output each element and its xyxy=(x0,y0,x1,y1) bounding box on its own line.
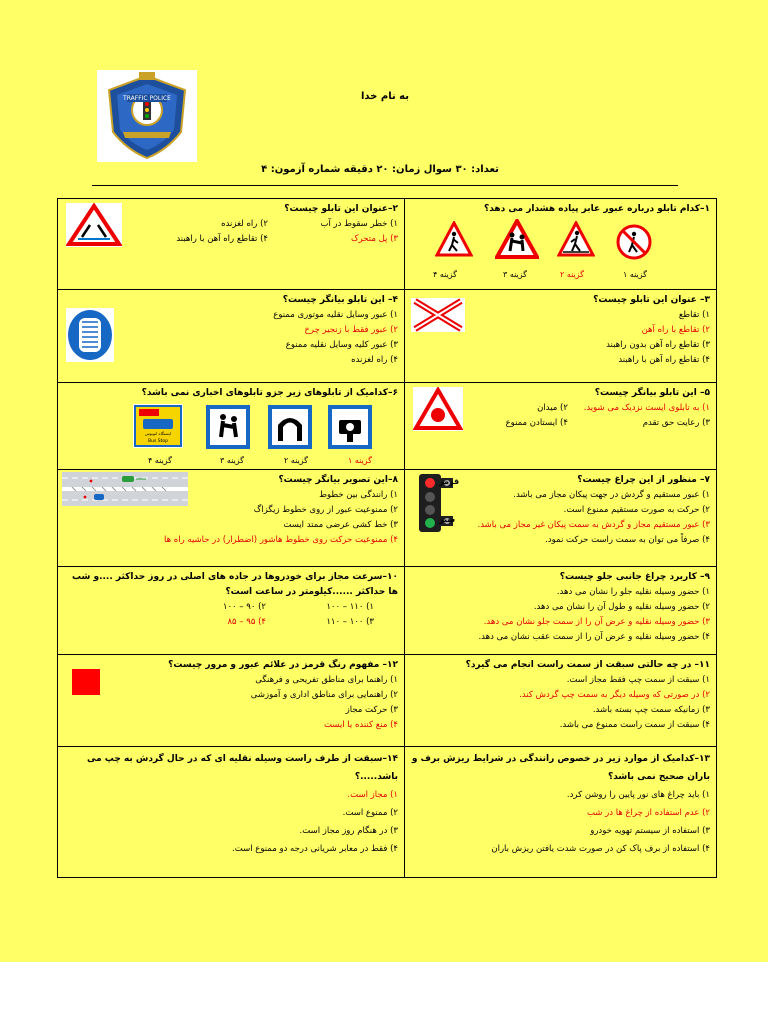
q6-label-4: گزینه ۴ xyxy=(148,456,172,465)
q12-option-1[interactable]: ۱) راهنما برای مناطق تفریحی و فرهنگی xyxy=(255,675,398,685)
question-5-text: ۵– این تابلو بیانگر چیست؟ xyxy=(594,388,710,398)
hatched-road-marking-image xyxy=(62,472,188,506)
q4-option-3[interactable]: ۳) عبور کلیه وسایل نقلیه ممنوع xyxy=(285,340,398,350)
police-badge-icon xyxy=(97,70,197,162)
q5-option-2[interactable]: ۲) میدان xyxy=(537,403,568,413)
light-green-label: سبز xyxy=(439,515,456,524)
q6-label-1: گزینه ۱ xyxy=(348,456,372,465)
question-3-cell xyxy=(405,290,717,383)
traffic-police-logo xyxy=(97,70,197,162)
q7-option-1[interactable]: ۱) عبور مستقیم و گردش در جهت پیکان مجاز می باشد. xyxy=(513,490,710,500)
question-11-text: ۱۱– در چه حالتی سبقت از سمت راست انجام می گیرد؟ xyxy=(465,660,710,670)
question-5-cell xyxy=(405,383,717,470)
q9-option-3[interactable]: ۳) حضور وسیله نقلیه و عرض آن را از سمت جلو نشان می دهد. xyxy=(483,617,710,627)
school-children-sign-icon[interactable] xyxy=(206,405,250,449)
q1-label-2: گزینه ۲ xyxy=(560,270,584,279)
q9-option-4[interactable]: ۴) حضور وسیله نقلیه و عرض آن را از سمت عقب نشان می دهد. xyxy=(478,632,710,642)
header-divider xyxy=(92,185,678,186)
question-12-text: ۱۲– مفهوم رنگ قرمز در علائم عبور و مرور چیست؟ xyxy=(168,660,398,670)
exam-info: تعداد: ۳۰ سوال زمان: ۲۰ دقیقه شماره آزمون: ۴ xyxy=(261,164,499,175)
question-2-text: ۲–عنوان این تابلو چیست؟ xyxy=(284,204,398,214)
q12-option-3[interactable]: ۳) حرکت مجاز xyxy=(345,705,398,715)
children-crossing-sign-icon[interactable] xyxy=(495,219,539,263)
q2-option-1[interactable]: ۱) خطر سقوط در آب xyxy=(320,219,398,229)
light-red-label: قرمز xyxy=(439,477,460,486)
q2-option-3[interactable]: ۳) پل متحرک xyxy=(350,234,398,244)
q14-option-1[interactable]: ۱) مجاز است. xyxy=(347,790,398,800)
q10-option-1[interactable]: ۱) ۱۱۰ – ۱۰۰ xyxy=(326,602,374,612)
question-6-cell xyxy=(58,383,405,470)
question-2-cell xyxy=(58,199,405,290)
stop-ahead-warning-sign-icon xyxy=(413,387,463,431)
q8-option-4[interactable]: ۴) ممنوعیت حرکت روی خطوط هاشور (اضطرار) در حاشیه راه ها xyxy=(164,535,398,545)
q4-option-1[interactable]: ۱) عبور وسایل نقلیه موتوری ممنوع xyxy=(273,310,398,320)
q13-option-4[interactable]: ۴) استفاده از برف پاک کن در صورت شدت یافتن ریزش باران xyxy=(491,844,710,854)
railway-crossbuck-sign-icon xyxy=(411,298,465,332)
question-1-text: ۱–کدام تابلو درباره عبور عابر پیاده هشدار می دهد؟ xyxy=(483,204,710,214)
q7-option-4[interactable]: ۴) صرفاً می توان به سمت راست حرکت نمود. xyxy=(545,535,710,545)
question-8-text: ۸–این تصویر بیانگر چیست؟ xyxy=(278,475,398,485)
q5-option-3[interactable]: ۳) رعایت حق تقدم xyxy=(642,418,710,428)
questions-grid xyxy=(57,198,717,878)
q7-option-2[interactable]: ۲) حرکت به صورت مستقیم ممنوع است. xyxy=(563,505,710,515)
red-color-swatch xyxy=(72,669,100,695)
q12-option-4[interactable]: ۴) منع کننده یا ایست xyxy=(323,720,398,730)
q3-option-3[interactable]: ۳) تقاطع راه آهن بدون راهبند xyxy=(606,340,710,350)
q8-option-1[interactable]: ۱) رانندگی بین خطوط xyxy=(319,490,398,500)
snow-chains-sign-icon xyxy=(66,308,114,362)
question-7-cell xyxy=(405,470,717,567)
speed-camera-sign-icon[interactable] xyxy=(328,405,372,449)
q14-option-2[interactable]: ۲) ممنوع است. xyxy=(342,808,398,818)
q8-option-3[interactable]: ۳) خط کشی عرضی ممتد ایست xyxy=(283,520,398,530)
q7-option-3[interactable]: ۳) عبور مستقیم مجاز و گردش به سمت پیکان غیر مجاز می باشد. xyxy=(477,520,710,530)
q11-option-3[interactable]: ۳) زمانیکه سمت چپ بسته باشد. xyxy=(592,705,710,715)
svg-text:ایستگاه اتوبوس: ایستگاه اتوبوس xyxy=(144,431,172,436)
question-10-cell xyxy=(58,567,405,655)
q3-option-2[interactable]: ۲) تقاطع با راه آهن xyxy=(641,325,710,335)
question-12-cell xyxy=(58,655,405,747)
q1-label-4: گزینه ۴ xyxy=(433,270,457,279)
q14-option-3[interactable]: ۳) در هنگام روز مجاز است. xyxy=(299,826,398,836)
q9-option-2[interactable]: ۲) حضور وسیله نقلیه و طول آن را نشان می دهد. xyxy=(533,602,710,612)
q11-option-4[interactable]: ۴) سبقت از سمت راست ممنوع می باشد. xyxy=(559,720,710,730)
bus-stop-sign-icon[interactable] xyxy=(133,404,183,448)
q14-option-4[interactable]: ۴) فقط در معابر شریانی درجه دو ممنوع است. xyxy=(232,844,398,854)
q13-option-3[interactable]: ۳) استفاده از سیستم تهویه خودرو xyxy=(590,826,710,836)
q11-option-2[interactable]: ۲) در صورتی که وسیله دیگر به سمت چپ گردش کند. xyxy=(519,690,710,700)
question-14-cell xyxy=(58,747,405,878)
q5-option-1[interactable]: ۱) به تابلوی ایست نزدیک می شوید. xyxy=(583,403,710,413)
question-9-cell xyxy=(405,567,717,655)
q2-option-4[interactable]: ۴) تقاطع راه آهن با راهبند xyxy=(176,234,268,244)
page-title: به نام خدا xyxy=(360,91,410,102)
question-11-cell xyxy=(405,655,717,747)
question-13-cell xyxy=(405,747,717,878)
q12-option-2[interactable]: ۲) راهنمایی برای مناطق اداری و آموزشی xyxy=(250,690,398,700)
q8-option-2[interactable]: ۲) ممنوعیت عبور از روی خطوط زیگزاگ xyxy=(253,505,398,515)
q10-option-2[interactable]: ۲) ۹۰ – ۱۰۰ xyxy=(222,602,266,612)
q9-option-1[interactable]: ۱) حضور وسیله نقلیه جلو را نشان می دهد. xyxy=(556,587,710,597)
q10-option-4[interactable]: ۴) ۹۵ – ۸۵ xyxy=(227,617,266,627)
q3-option-4[interactable]: ۴) تقاطع راه آهن با راهبند xyxy=(618,355,710,365)
q6-label-2: گزینه ۲ xyxy=(284,456,308,465)
q5-option-4[interactable]: ۴) ایستادن ممنوع xyxy=(505,418,568,428)
q13-option-1[interactable]: ۱) باید چراغ های نور پایین را روشن کرد. xyxy=(566,790,710,800)
q1-label-1: گزینه ۱ xyxy=(623,270,647,279)
question-9-text: ۹– کاربرد چراغ جانبی جلو چیست؟ xyxy=(559,572,710,582)
q13-option-2[interactable]: ۲) عدم استفاده از چراغ ها در شب xyxy=(586,808,710,818)
pedestrian-triangle-sign-icon[interactable] xyxy=(435,221,473,259)
question-13-text: ۱۳–کدامیک از موارد زیر در خصوص رانندگی در شرایط ریزش برف و باران صحیح نمی باشد؟ xyxy=(411,754,710,782)
question-14-text: ۱۴–سبقت از طرف راست وسیله نقلیه ای که در حال گردش به چپ می باشد.....؟ xyxy=(86,754,398,782)
q2-option-2[interactable]: ۲) راه لغزنده xyxy=(221,219,268,229)
question-8-cell xyxy=(58,470,405,567)
q11-option-1[interactable]: ۱) سبقت از سمت چپ فقط مجاز است. xyxy=(566,675,710,685)
svg-text:Bus Stop: Bus Stop xyxy=(148,439,168,444)
question-7-text: ۷– منظور از این چراغ چیست؟ xyxy=(577,475,710,485)
q10-option-3[interactable]: ۳) ۱۰۰ – ۱۱۰ xyxy=(326,617,374,627)
no-pedestrians-sign-icon[interactable] xyxy=(615,223,653,261)
q4-option-4[interactable]: ۴) راه لغزنده xyxy=(351,355,398,365)
question-4-text: ۴– این تابلو بیانگر چیست؟ xyxy=(282,295,398,305)
movable-bridge-warning-sign-icon xyxy=(66,203,122,247)
question-10-text: ۱۰–سرعت مجاز برای خودروها در جاده های اصلی در روز حداکثر ....و شب ها حداکثر ......کیلومتر در ساعت است؟ xyxy=(71,572,398,597)
question-4-cell xyxy=(58,290,405,383)
svg-text:TRAFFIC POLICE: TRAFFIC POLICE xyxy=(123,95,171,102)
q4-option-2[interactable]: ۲) عبور فقط با زنجیر چرخ xyxy=(304,325,398,335)
question-1-cell xyxy=(405,199,717,290)
pedestrian-crossing-sign-icon[interactable] xyxy=(557,221,595,259)
question-3-text: ۳– عنوان این تابلو چیست؟ xyxy=(593,295,710,305)
tunnel-sign-icon[interactable] xyxy=(268,405,312,449)
question-6-text: ۶–کدامیک از تابلوهای زیر جزو تابلوهای اخباری نمی باشد؟ xyxy=(141,388,398,398)
q6-label-3: گزینه ۳ xyxy=(220,456,244,465)
q3-option-1[interactable]: ۱) تقاطع xyxy=(678,310,710,320)
q1-label-3: گزینه ۳ xyxy=(503,270,527,279)
